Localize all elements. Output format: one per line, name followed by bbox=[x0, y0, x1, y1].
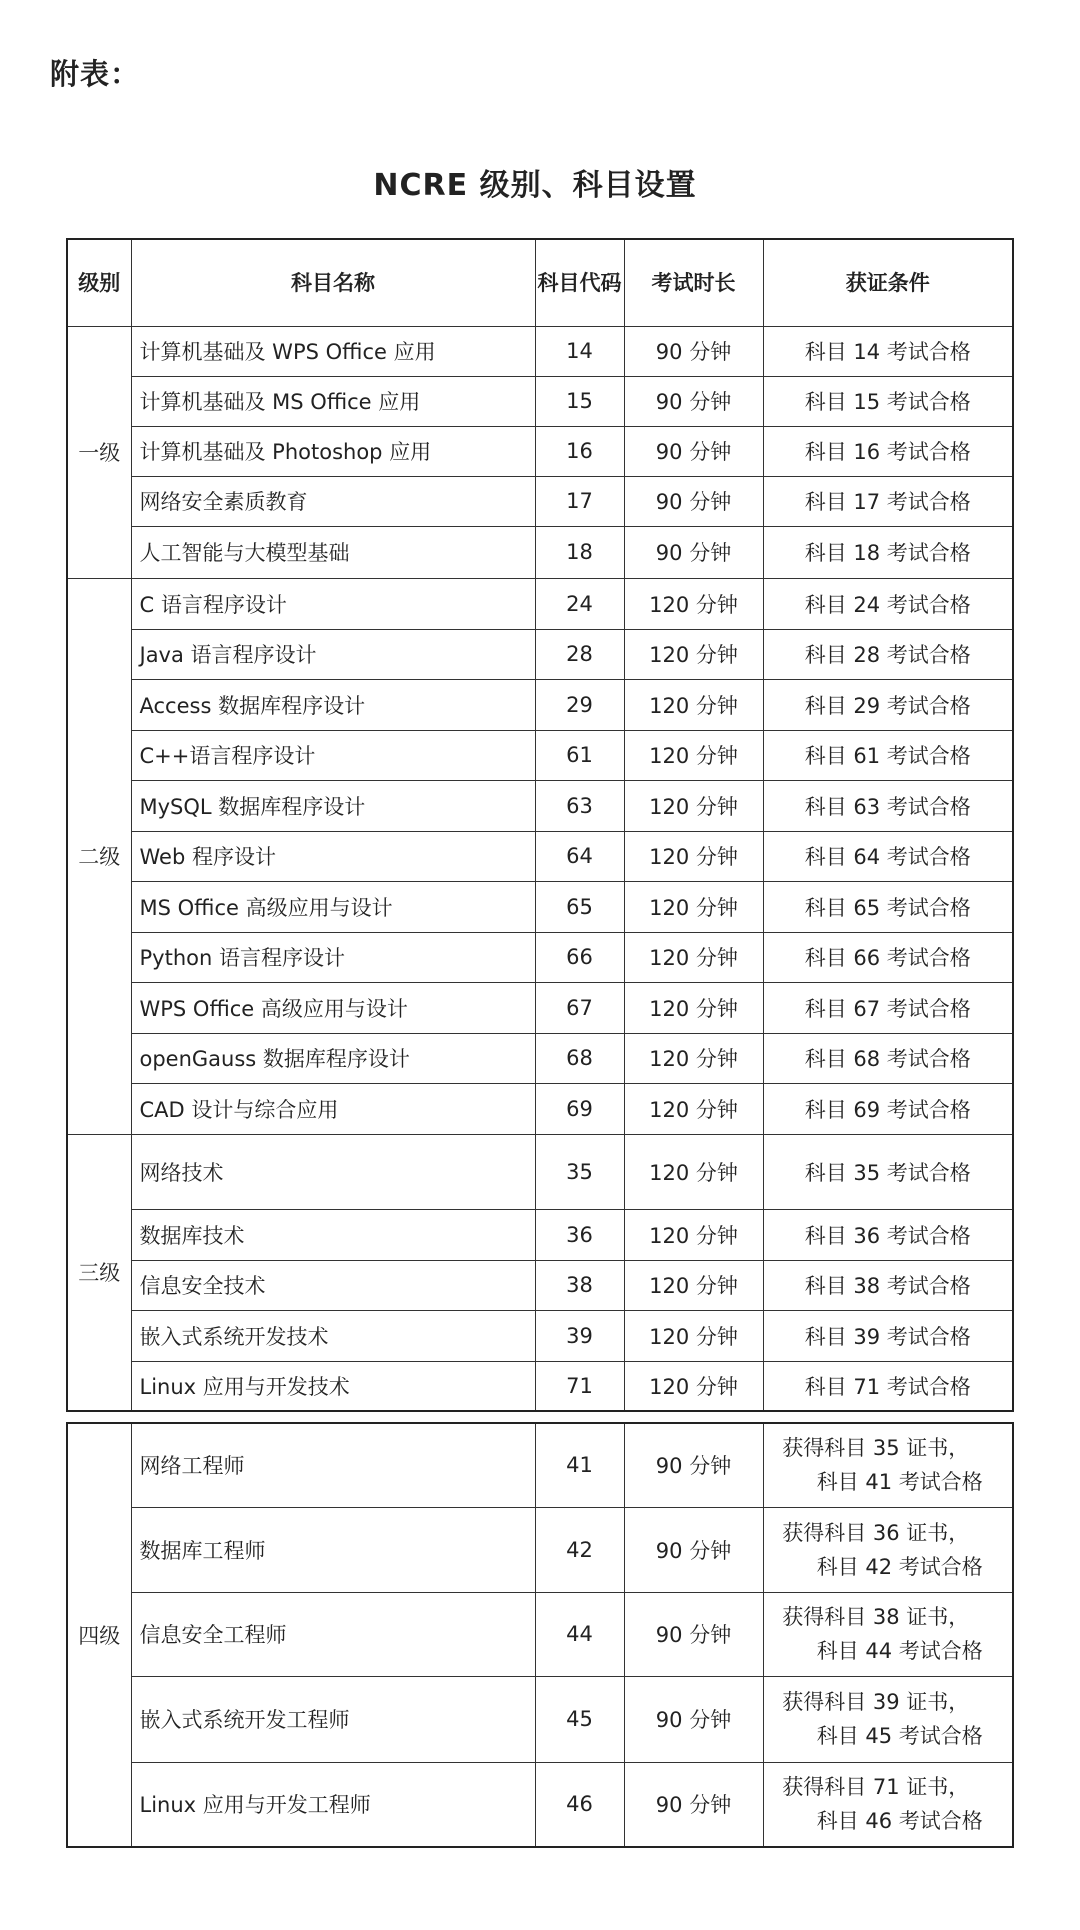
condition-line-2: 科目 46 考试合格 bbox=[816, 1809, 983, 1834]
subject-name: 数据库工程师 bbox=[131, 1507, 535, 1592]
exam-duration: 90 分钟 bbox=[624, 1507, 763, 1592]
subject-code: 71 bbox=[535, 1361, 624, 1411]
table-row bbox=[67, 679, 1013, 730]
subject-code: 15 bbox=[535, 376, 624, 426]
condition-line-1: 获得科目 35 证书， bbox=[782, 1436, 970, 1461]
subject-code: 35 bbox=[535, 1134, 624, 1209]
table-row bbox=[67, 982, 1013, 1033]
subject-code: 17 bbox=[535, 476, 624, 526]
exam-duration: 90 分钟 bbox=[624, 426, 763, 476]
subject-code: 42 bbox=[535, 1507, 624, 1592]
exam-duration: 90 分钟 bbox=[624, 1676, 763, 1762]
subject-code: 36 bbox=[535, 1209, 624, 1260]
subject-name: 网络技术 bbox=[131, 1134, 535, 1209]
certificate-condition: 科目 71 考试合格 bbox=[763, 1361, 1013, 1411]
exam-duration: 90 分钟 bbox=[624, 1592, 763, 1676]
subject-name: Linux 应用与开发技术 bbox=[131, 1361, 535, 1411]
level1-group bbox=[67, 326, 1013, 578]
table-row bbox=[67, 1361, 1013, 1411]
subject-code: 69 bbox=[535, 1083, 624, 1134]
exam-duration: 90 分钟 bbox=[624, 326, 763, 376]
subject-code: 65 bbox=[535, 881, 624, 932]
subject-name: MS Office 高级应用与设计 bbox=[131, 881, 535, 932]
certificate-condition bbox=[763, 1676, 1013, 1762]
subject-name: 网络安全素质教育 bbox=[131, 476, 535, 526]
subject-code: 38 bbox=[535, 1260, 624, 1310]
certificate-condition: 科目 64 考试合格 bbox=[763, 831, 1013, 881]
exam-duration: 90 分钟 bbox=[624, 376, 763, 426]
certificate-condition: 科目 35 考试合格 bbox=[763, 1134, 1013, 1209]
subject-code: 16 bbox=[535, 426, 624, 476]
subject-name: CAD 设计与综合应用 bbox=[131, 1083, 535, 1134]
subject-name: C++语言程序设计 bbox=[131, 730, 535, 780]
exam-duration: 120 分钟 bbox=[624, 1033, 763, 1083]
exam-duration: 120 分钟 bbox=[624, 881, 763, 932]
table-row bbox=[67, 1083, 1013, 1134]
subject-name: Web 程序设计 bbox=[131, 831, 535, 881]
certificate-condition bbox=[763, 1592, 1013, 1676]
exam-duration: 120 分钟 bbox=[624, 1209, 763, 1260]
table-row bbox=[67, 831, 1013, 881]
appendix-label: 附表： bbox=[50, 57, 141, 91]
page-title: NCRE 级别、科目设置 bbox=[373, 168, 697, 203]
table-row bbox=[67, 1592, 1013, 1676]
certificate-condition: 科目 24 考试合格 bbox=[763, 578, 1013, 629]
certificate-condition: 科目 36 考试合格 bbox=[763, 1209, 1013, 1260]
certificate-condition: 科目 29 考试合格 bbox=[763, 679, 1013, 730]
certificate-condition: 科目 66 考试合格 bbox=[763, 932, 1013, 982]
subject-code: 14 bbox=[535, 326, 624, 376]
level2-group bbox=[67, 578, 1013, 1134]
exam-duration: 120 分钟 bbox=[624, 1260, 763, 1310]
table-row bbox=[67, 578, 1013, 629]
subject-code: 46 bbox=[535, 1762, 624, 1847]
certificate-condition: 科目 14 考试合格 bbox=[763, 326, 1013, 376]
exam-duration: 120 分钟 bbox=[624, 578, 763, 629]
subject-name: Python 语言程序设计 bbox=[131, 932, 535, 982]
subject-code: 63 bbox=[535, 780, 624, 831]
subject-code: 64 bbox=[535, 831, 624, 881]
exam-duration: 120 分钟 bbox=[624, 831, 763, 881]
table-row bbox=[67, 730, 1013, 780]
exam-duration: 120 分钟 bbox=[624, 982, 763, 1033]
certificate-condition: 科目 15 考试合格 bbox=[763, 376, 1013, 426]
exam-duration: 120 分钟 bbox=[624, 780, 763, 831]
subject-code: 41 bbox=[535, 1423, 624, 1507]
subject-name: C 语言程序设计 bbox=[131, 578, 535, 629]
subject-code: 24 bbox=[535, 578, 624, 629]
condition-line-1: 获得科目 36 证书， bbox=[782, 1520, 970, 1545]
header-level: 级别 bbox=[67, 239, 131, 326]
condition-line-2: 科目 41 考试合格 bbox=[816, 1470, 983, 1495]
table-row bbox=[67, 1134, 1013, 1209]
subject-name: WPS Office 高级应用与设计 bbox=[131, 982, 535, 1033]
subject-code: 67 bbox=[535, 982, 624, 1033]
exam-duration: 120 分钟 bbox=[624, 730, 763, 780]
subject-name: openGauss 数据库程序设计 bbox=[131, 1033, 535, 1083]
certificate-condition: 科目 63 考试合格 bbox=[763, 780, 1013, 831]
subject-name: 信息安全技术 bbox=[131, 1260, 535, 1310]
exam-duration: 120 分钟 bbox=[624, 1310, 763, 1361]
certificate-condition: 科目 68 考试合格 bbox=[763, 1033, 1013, 1083]
level4-group bbox=[67, 1423, 1013, 1847]
table-header-row bbox=[67, 239, 1013, 326]
certificate-condition bbox=[763, 1507, 1013, 1592]
level-label: 二级 bbox=[67, 578, 131, 1134]
table-row bbox=[67, 629, 1013, 679]
condition-line-2: 科目 44 考试合格 bbox=[816, 1639, 983, 1663]
exam-duration: 90 分钟 bbox=[624, 1423, 763, 1507]
certificate-condition: 科目 61 考试合格 bbox=[763, 730, 1013, 780]
certificate-condition: 科目 38 考试合格 bbox=[763, 1260, 1013, 1310]
table-row bbox=[67, 526, 1013, 578]
certificate-condition bbox=[763, 1423, 1013, 1507]
subject-code: 61 bbox=[535, 730, 624, 780]
subject-name: 计算机基础及 Photoshop 应用 bbox=[131, 426, 535, 476]
subject-name: 计算机基础及 MS Office 应用 bbox=[131, 376, 535, 426]
level4-table bbox=[66, 1422, 1014, 1848]
table-row bbox=[67, 326, 1013, 376]
exam-duration: 120 分钟 bbox=[624, 1083, 763, 1134]
table-row bbox=[67, 1507, 1013, 1592]
subject-name: MySQL 数据库程序设计 bbox=[131, 780, 535, 831]
table-row bbox=[67, 1423, 1013, 1507]
subjects-table bbox=[66, 238, 1014, 1412]
subject-code: 45 bbox=[535, 1676, 624, 1762]
level-label: 三级 bbox=[67, 1134, 131, 1411]
subject-name: 嵌入式系统开发工程师 bbox=[131, 1676, 535, 1762]
exam-duration: 120 分钟 bbox=[624, 1134, 763, 1209]
condition-line-2: 科目 42 考试合格 bbox=[816, 1554, 983, 1579]
header-code: 科目代码 bbox=[535, 239, 624, 326]
table-row bbox=[67, 1033, 1013, 1083]
condition-line-1: 获得科目 71 证书， bbox=[782, 1775, 970, 1800]
certificate-condition: 科目 39 考试合格 bbox=[763, 1310, 1013, 1361]
exam-duration: 120 分钟 bbox=[624, 1361, 763, 1411]
certificate-condition: 科目 28 考试合格 bbox=[763, 629, 1013, 679]
table-row bbox=[67, 1310, 1013, 1361]
certificate-condition: 科目 17 考试合格 bbox=[763, 476, 1013, 526]
level-label: 一级 bbox=[67, 326, 131, 578]
certificate-condition: 科目 18 考试合格 bbox=[763, 526, 1013, 578]
exam-duration: 120 分钟 bbox=[624, 679, 763, 730]
certificate-condition bbox=[763, 1762, 1013, 1847]
certificate-condition: 科目 16 考试合格 bbox=[763, 426, 1013, 476]
header-condition: 获证条件 bbox=[763, 239, 1013, 326]
table-row bbox=[67, 376, 1013, 426]
table-row bbox=[67, 1762, 1013, 1847]
exam-duration: 120 分钟 bbox=[624, 932, 763, 982]
table-row bbox=[67, 881, 1013, 932]
subject-name: 人工智能与大模型基础 bbox=[131, 526, 535, 578]
exam-duration: 90 分钟 bbox=[624, 1762, 763, 1847]
subject-code: 68 bbox=[535, 1033, 624, 1083]
subject-name: 嵌入式系统开发技术 bbox=[131, 1310, 535, 1361]
certificate-condition: 科目 69 考试合格 bbox=[763, 1083, 1013, 1134]
header-duration: 考试时长 bbox=[624, 239, 763, 326]
subject-code: 29 bbox=[535, 679, 624, 730]
certificate-condition: 科目 67 考试合格 bbox=[763, 982, 1013, 1033]
exam-duration: 90 分钟 bbox=[624, 476, 763, 526]
level-label: 四级 bbox=[67, 1423, 131, 1847]
condition-line-1: 获得科目 39 证书， bbox=[782, 1690, 970, 1714]
header-name: 科目名称 bbox=[131, 239, 535, 326]
condition-line-2: 科目 45 考试合格 bbox=[816, 1724, 983, 1748]
subject-name: 数据库技术 bbox=[131, 1209, 535, 1260]
subject-name: 网络工程师 bbox=[131, 1423, 535, 1507]
subject-name: Access 数据库程序设计 bbox=[131, 679, 535, 730]
table-row bbox=[67, 1209, 1013, 1260]
table-row bbox=[67, 1676, 1013, 1762]
exam-duration: 90 分钟 bbox=[624, 526, 763, 578]
level3-group bbox=[67, 1134, 1013, 1411]
subject-name: Java 语言程序设计 bbox=[131, 629, 535, 679]
subject-name: 信息安全工程师 bbox=[131, 1592, 535, 1676]
subject-code: 44 bbox=[535, 1592, 624, 1676]
subject-name: Linux 应用与开发工程师 bbox=[131, 1762, 535, 1847]
table-row bbox=[67, 476, 1013, 526]
subject-code: 28 bbox=[535, 629, 624, 679]
subject-name: 计算机基础及 WPS Office 应用 bbox=[131, 326, 535, 376]
subject-code: 39 bbox=[535, 1310, 624, 1361]
table-row bbox=[67, 932, 1013, 982]
certificate-condition: 科目 65 考试合格 bbox=[763, 881, 1013, 932]
subject-code: 18 bbox=[535, 526, 624, 578]
table-row bbox=[67, 1260, 1013, 1310]
table-row bbox=[67, 780, 1013, 831]
subject-code: 66 bbox=[535, 932, 624, 982]
exam-duration: 120 分钟 bbox=[624, 629, 763, 679]
condition-line-1: 获得科目 38 证书， bbox=[782, 1605, 970, 1629]
table-row bbox=[67, 426, 1013, 476]
